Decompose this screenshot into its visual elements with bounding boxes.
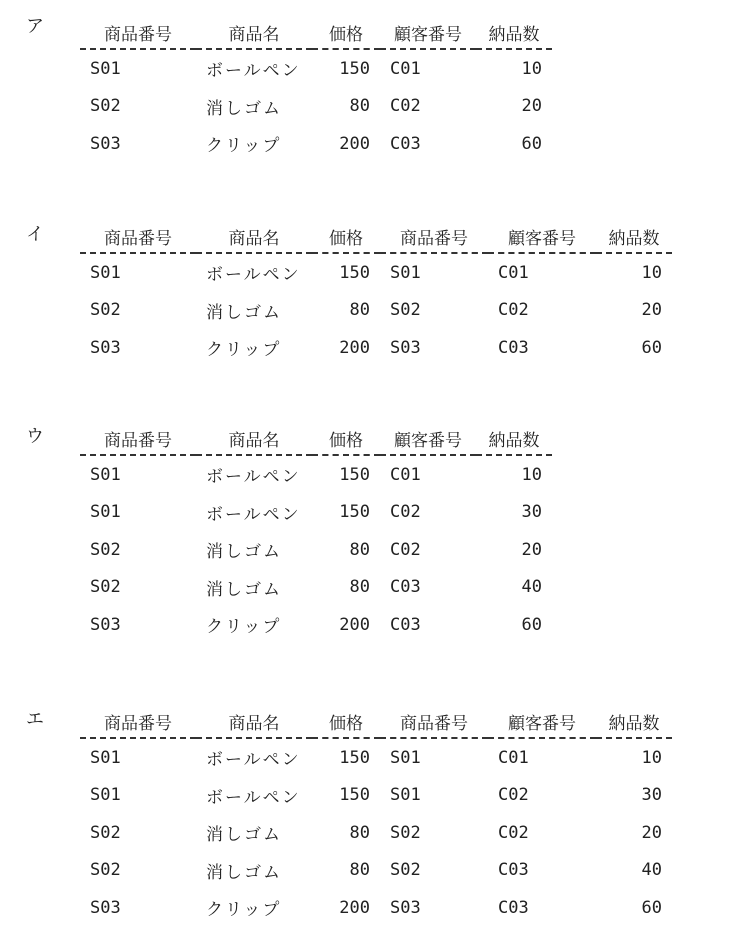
cell: C02: [390, 502, 421, 523]
table-row: [80, 494, 552, 532]
cell: S01: [90, 785, 121, 806]
cell: 60: [641, 897, 662, 918]
col-header: 納品数: [476, 422, 552, 455]
cell: S01: [90, 262, 121, 283]
col-header: 商品名: [196, 220, 312, 253]
col-header: 顧客番号: [488, 705, 596, 738]
table-row: [80, 777, 672, 815]
table-row: [80, 606, 552, 644]
col-header: 商品番号: [80, 16, 196, 49]
cell: 200: [339, 133, 370, 154]
cell: 80: [349, 860, 370, 881]
cell: 40: [521, 577, 542, 598]
cell: 消しゴム: [206, 302, 282, 323]
cell: 30: [641, 785, 662, 806]
option-label: ア: [26, 16, 44, 37]
cell: 20: [641, 300, 662, 321]
cell: 150: [339, 785, 370, 806]
cell: S03: [390, 337, 421, 358]
cell: S01: [90, 58, 121, 79]
cell: C01: [498, 747, 529, 768]
col-header: 納品数: [596, 220, 672, 253]
cell: C03: [390, 577, 421, 598]
cell: 10: [521, 464, 542, 485]
cell: 30: [521, 502, 542, 523]
cell: 150: [339, 502, 370, 523]
col-header: 商品名: [196, 422, 312, 455]
option-table: [80, 16, 552, 163]
cell: クリップ: [206, 617, 282, 638]
cell: S03: [90, 133, 121, 154]
cell: 150: [339, 464, 370, 485]
cell: S02: [90, 96, 121, 117]
cell: S03: [90, 337, 121, 358]
col-header: 価格: [312, 422, 380, 455]
table-row: [80, 329, 672, 367]
cell: 150: [339, 262, 370, 283]
cell: 80: [349, 96, 370, 117]
col-header: 価格: [312, 705, 380, 738]
cell: S01: [90, 464, 121, 485]
cell: S03: [90, 897, 121, 918]
col-header: 商品番号: [380, 705, 488, 738]
cell: 80: [349, 300, 370, 321]
col-header: 納品数: [476, 16, 552, 49]
cell: 80: [349, 539, 370, 560]
cell: S02: [90, 300, 121, 321]
cell: S03: [90, 614, 121, 635]
cell: ボールペン: [206, 265, 301, 286]
col-header: 価格: [312, 220, 380, 253]
cell: 80: [349, 577, 370, 598]
table-row: [80, 253, 672, 292]
option-label: ウ: [26, 426, 44, 447]
option-label: エ: [26, 709, 44, 730]
col-header: 商品名: [196, 16, 312, 49]
cell: 150: [339, 58, 370, 79]
table-row: [80, 738, 672, 777]
cell: 150: [339, 747, 370, 768]
cell: 200: [339, 337, 370, 358]
cell: 60: [641, 337, 662, 358]
cell: C03: [390, 133, 421, 154]
col-header: 顧客番号: [488, 220, 596, 253]
cell: 60: [521, 133, 542, 154]
col-header: 商品番号: [80, 422, 196, 455]
cell: 80: [349, 822, 370, 843]
col-header: 納品数: [596, 705, 672, 738]
cell: ボールペン: [206, 504, 301, 525]
table-row: [80, 455, 552, 494]
cell: 10: [641, 747, 662, 768]
cell: C02: [390, 539, 421, 560]
cell: C01: [390, 464, 421, 485]
cell: ボールペン: [206, 61, 301, 82]
table-row: [80, 292, 672, 330]
cell: S01: [390, 785, 421, 806]
cell: S02: [90, 539, 121, 560]
cell: 消しゴム: [206, 98, 282, 119]
cell: 10: [521, 58, 542, 79]
cell: C01: [390, 58, 421, 79]
table-row: [80, 49, 552, 88]
col-header: 商品番号: [80, 705, 196, 738]
cell: 200: [339, 614, 370, 635]
cell: C02: [390, 96, 421, 117]
cell: S02: [390, 822, 421, 843]
cell: クリップ: [206, 136, 282, 157]
cell: S02: [390, 300, 421, 321]
cell: C01: [498, 262, 529, 283]
cell: C02: [498, 822, 529, 843]
cell: S01: [90, 502, 121, 523]
col-header: 顧客番号: [380, 422, 476, 455]
cell: C03: [390, 614, 421, 635]
table-row: [80, 852, 672, 890]
cell: ボールペン: [206, 787, 301, 808]
cell: 消しゴム: [206, 579, 282, 600]
col-header: 顧客番号: [380, 16, 476, 49]
cell: S02: [390, 860, 421, 881]
cell: S03: [390, 897, 421, 918]
cell: C03: [498, 337, 529, 358]
cell: C03: [498, 897, 529, 918]
cell: C02: [498, 785, 529, 806]
cell: 消しゴム: [206, 825, 282, 846]
option-table: [80, 705, 672, 927]
cell: 60: [521, 614, 542, 635]
col-header: 商品番号: [80, 220, 196, 253]
cell: S01: [390, 747, 421, 768]
cell: 40: [641, 860, 662, 881]
option-table: [80, 220, 672, 367]
cell: S02: [90, 577, 121, 598]
cell: S02: [90, 860, 121, 881]
cell: 20: [521, 96, 542, 117]
col-header: 価格: [312, 16, 380, 49]
option-label: イ: [26, 224, 44, 245]
cell: ボールペン: [206, 750, 301, 771]
cell: C03: [498, 860, 529, 881]
table-row: [80, 889, 672, 927]
table-row: [80, 531, 552, 569]
cell: S01: [90, 747, 121, 768]
cell: S02: [90, 822, 121, 843]
cell: S01: [390, 262, 421, 283]
table-row: [80, 88, 552, 126]
cell: 10: [641, 262, 662, 283]
cell: クリップ: [206, 900, 282, 921]
col-header: 商品名: [196, 705, 312, 738]
cell: ボールペン: [206, 467, 301, 488]
cell: 200: [339, 897, 370, 918]
option-table: [80, 422, 552, 644]
table-row: [80, 569, 552, 607]
table-row: [80, 125, 552, 163]
cell: 消しゴム: [206, 862, 282, 883]
table-row: [80, 814, 672, 852]
cell: 20: [521, 539, 542, 560]
cell: クリップ: [206, 340, 282, 361]
cell: C02: [498, 300, 529, 321]
cell: 消しゴム: [206, 542, 282, 563]
col-header: 商品番号: [380, 220, 488, 253]
cell: 20: [641, 822, 662, 843]
